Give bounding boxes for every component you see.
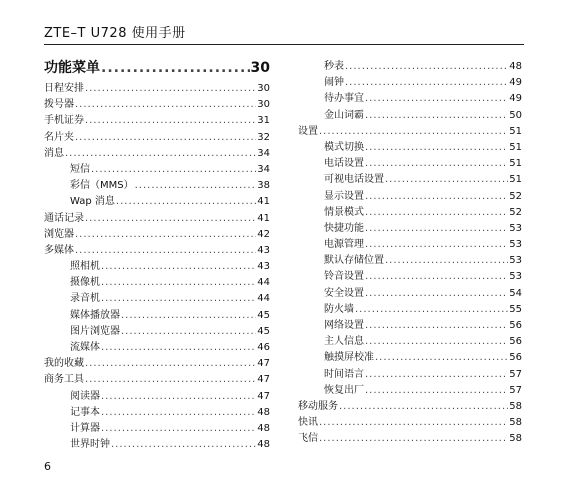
toc-entry-page: 52 — [509, 206, 522, 218]
dot-leader — [85, 358, 256, 369]
toc-entry-page: 44 — [257, 293, 270, 305]
dot-leader — [85, 83, 256, 94]
toc-entry[interactable] — [44, 225, 270, 241]
dot-leader — [365, 223, 508, 234]
toc-entry[interactable] — [298, 219, 522, 235]
toc-entry-title: 移动服务 — [298, 400, 338, 412]
toc-entry-title: 飞信 — [298, 433, 318, 445]
toc-entry[interactable] — [44, 128, 270, 144]
toc-entry-page: 43 — [257, 244, 270, 256]
dot-leader — [121, 310, 256, 321]
toc-entry-page: 47 — [257, 374, 270, 386]
toc-entry-title: 设置 — [298, 125, 318, 137]
header-rule — [44, 44, 524, 45]
toc-entry[interactable] — [44, 387, 270, 403]
toc-entry-page: 48 — [257, 422, 270, 434]
toc-entry-title: 安全设置 — [324, 287, 364, 299]
toc-entry-title: 录音机 — [70, 293, 100, 305]
toc-entry-title: 网络设置 — [324, 320, 364, 331]
toc-entry[interactable] — [298, 57, 522, 73]
toc-entry-page: 44 — [257, 277, 270, 289]
page-number: 6 — [44, 460, 51, 473]
toc-entry-title: 商务工具 — [44, 374, 84, 386]
toc-entry-page: 48 — [257, 439, 270, 451]
toc-entry-title: 日程安排 — [44, 83, 84, 94]
toc-entry-title: 摄像机 — [70, 277, 100, 289]
toc-entry-title: 消息 — [44, 147, 64, 159]
toc-entry-page: 34 — [257, 147, 270, 159]
toc-entry-title: 可视电话设置 — [324, 174, 384, 186]
toc-entry[interactable] — [44, 176, 270, 192]
toc-entry-page: 45 — [257, 325, 270, 337]
toc-entry-title: 我的收藏 — [44, 358, 84, 370]
toc-entry-page: 43 — [257, 261, 270, 273]
toc-entry[interactable] — [298, 429, 522, 445]
toc-entry[interactable] — [298, 203, 522, 219]
toc-entry-title: 秒表 — [324, 61, 344, 72]
toc-entry[interactable] — [298, 365, 522, 381]
toc-entry-page: 41 — [257, 212, 270, 224]
toc-entry-title: 拨号器 — [44, 99, 74, 111]
dot-leader — [319, 433, 508, 444]
dot-leader — [365, 142, 508, 153]
toc-entry[interactable] — [298, 154, 522, 170]
toc-entry-title: 多媒体 — [44, 244, 74, 256]
toc-entry[interactable] — [298, 138, 522, 154]
toc-entry-page: 38 — [257, 180, 270, 192]
toc-entry-title: 金山词霸 — [324, 109, 364, 121]
dot-leader — [319, 417, 508, 428]
toc-entry-title: 通话记录 — [44, 212, 84, 224]
toc-entry-page: 34 — [257, 163, 270, 175]
toc-entry[interactable] — [44, 306, 270, 322]
dot-leader — [365, 320, 508, 331]
toc-entry-page: 52 — [509, 190, 522, 202]
dot-leader — [101, 423, 256, 434]
dot-leader — [75, 245, 256, 256]
toc-entry-page: 51 — [509, 158, 522, 170]
toc-entry-page: 47 — [257, 358, 270, 370]
toc-entry-title: 情景模式 — [324, 206, 364, 218]
dot-leader — [345, 77, 508, 88]
toc-entry-page: 58 — [509, 400, 522, 412]
toc-entry[interactable] — [44, 338, 270, 354]
toc-left-column — [44, 57, 270, 451]
toc-entry[interactable] — [44, 419, 270, 435]
dot-leader — [85, 374, 256, 385]
dot-leader — [101, 261, 256, 272]
dot-leader — [365, 110, 508, 121]
toc-entry-title: 电源管理 — [324, 239, 364, 251]
toc-entry-page: 48 — [257, 406, 270, 418]
toc-entry[interactable] — [298, 267, 522, 283]
toc-entry[interactable] — [44, 160, 270, 176]
toc-entry-title: 阅读器 — [70, 390, 100, 402]
toc-entry-page: 50 — [509, 109, 522, 121]
toc-entry-title: 模式切换 — [324, 141, 364, 153]
toc-entry[interactable] — [44, 370, 270, 386]
toc-entry-title: 触摸屏校准 — [324, 352, 374, 364]
dot-leader — [365, 336, 508, 347]
dot-leader — [385, 255, 508, 266]
toc-entry[interactable] — [44, 209, 270, 225]
toc-entry[interactable] — [44, 289, 270, 305]
toc-entry-title: 浏览器 — [44, 228, 74, 240]
toc-entry[interactable] — [298, 284, 522, 300]
toc-entry[interactable] — [298, 235, 522, 251]
dot-leader — [85, 213, 256, 224]
dot-leader — [365, 369, 508, 380]
toc-entry-page: 30 — [250, 60, 270, 76]
toc-entry-page: 58 — [509, 417, 522, 429]
toc-entry-page: 56 — [509, 352, 522, 364]
toc-entry-title: Wap 消息 — [70, 196, 115, 208]
toc-entry[interactable] — [44, 241, 270, 257]
toc-entry-title: 流媒体 — [70, 342, 100, 353]
toc-entry-page: 53 — [509, 271, 522, 283]
running-header: ZTE–T U728 使用手册 — [44, 26, 186, 41]
toc-entry-title: 世界时钟 — [70, 439, 110, 451]
toc-entry[interactable] — [298, 300, 522, 316]
toc-entry-title: 闹钟 — [324, 77, 344, 89]
toc-entry-page: 41 — [257, 196, 270, 208]
toc-entry[interactable] — [298, 187, 522, 203]
toc-entry-page: 48 — [509, 61, 522, 72]
toc-entry-title: 时间语言 — [324, 368, 364, 380]
toc-entry[interactable] — [44, 403, 270, 419]
dot-leader — [355, 304, 508, 315]
toc-entry-page: 57 — [509, 384, 522, 396]
toc-entry-page: 57 — [509, 368, 522, 380]
toc-entry-page: 32 — [257, 131, 270, 143]
toc-entry[interactable] — [298, 122, 522, 138]
dot-leader — [75, 229, 256, 240]
toc-entry-page: 30 — [257, 99, 270, 111]
toc-entry[interactable] — [44, 322, 270, 338]
toc-entry-title: 恢复出厂 — [324, 384, 364, 396]
toc-entry-title: 待办事宜 — [324, 93, 364, 105]
dot-leader — [365, 271, 508, 282]
toc-entry-page: 56 — [509, 320, 522, 331]
dot-leader — [111, 439, 256, 450]
toc-entry[interactable] — [298, 89, 522, 105]
toc-entry[interactable] — [44, 79, 270, 95]
toc-entry[interactable] — [44, 273, 270, 289]
toc-entry[interactable] — [298, 316, 522, 332]
dot-leader — [339, 401, 508, 412]
toc-entry-title: 快捷功能 — [324, 222, 364, 234]
toc-right-column — [298, 57, 522, 446]
dot-leader — [375, 352, 508, 363]
toc-entry-title: 手机证券 — [44, 115, 84, 127]
toc-entry-title: 显示设置 — [324, 190, 364, 202]
dot-leader — [365, 288, 508, 299]
toc-entry-page: 42 — [257, 228, 270, 240]
dot-leader — [365, 207, 508, 218]
toc-entry-page: 55 — [509, 303, 522, 315]
toc-entry-title: 快讯 — [298, 417, 318, 429]
toc-entry-title: 图片浏览器 — [70, 325, 120, 337]
dot-leader — [319, 126, 508, 137]
toc-entry-title: 名片夹 — [44, 131, 74, 143]
toc-entry-page: 49 — [509, 77, 522, 89]
toc-entry-page: 56 — [509, 336, 522, 348]
dot-leader — [116, 196, 256, 207]
toc-entry-page: 51 — [509, 125, 522, 137]
toc-entry[interactable] — [44, 354, 270, 370]
toc-entry-page: 31 — [257, 115, 270, 127]
dot-leader — [85, 115, 256, 126]
dot-leader — [101, 293, 256, 304]
dot-leader — [385, 174, 508, 185]
toc-entry-page: 53 — [509, 239, 522, 251]
toc-entry-page: 30 — [257, 83, 270, 94]
toc-entry-page: 51 — [509, 141, 522, 153]
dot-leader — [365, 158, 508, 169]
toc-entry-title: 防火墙 — [324, 303, 354, 315]
toc-entry[interactable] — [298, 381, 522, 397]
toc-entry[interactable] — [298, 251, 522, 267]
toc-entry-title: 照相机 — [70, 261, 100, 273]
toc-entry-title: 主人信息 — [324, 336, 364, 348]
toc-entry-title: 铃音设置 — [324, 271, 364, 283]
dot-leader — [365, 191, 508, 202]
toc-entry-page: 58 — [509, 433, 522, 445]
dot-leader — [365, 385, 508, 396]
dot-leader — [101, 342, 256, 353]
toc-entry[interactable] — [44, 57, 270, 79]
toc-entry-title: 短信 — [70, 163, 90, 175]
dot-leader — [121, 326, 256, 337]
toc-entry[interactable] — [298, 73, 522, 89]
toc-entry[interactable] — [44, 144, 270, 160]
toc-entry[interactable] — [44, 95, 270, 111]
dot-leader — [101, 407, 256, 418]
dot-leader — [345, 61, 508, 72]
toc-entry[interactable] — [298, 348, 522, 364]
toc-entry-page: 53 — [509, 255, 522, 267]
toc-entry[interactable] — [44, 192, 270, 208]
toc-entry-page: 47 — [257, 390, 270, 402]
toc-entry[interactable] — [298, 397, 522, 413]
toc-entry-page: 53 — [509, 222, 522, 234]
toc-entry-page: 45 — [257, 309, 270, 321]
toc-entry[interactable] — [298, 170, 522, 186]
toc-entry[interactable] — [298, 413, 522, 429]
dot-leader — [91, 164, 256, 175]
dot-leader — [101, 60, 250, 76]
toc-entry-title: 计算器 — [70, 422, 100, 434]
toc-entry-page: 49 — [509, 93, 522, 105]
dot-leader — [101, 391, 256, 402]
toc-entry-page: 54 — [509, 287, 522, 299]
toc-entry[interactable] — [44, 257, 270, 273]
dot-leader — [65, 148, 256, 159]
toc-entry-title: 默认存储位置 — [324, 255, 384, 267]
dot-leader — [75, 132, 256, 143]
toc-entry-title: 功能菜单 — [44, 60, 100, 76]
toc-entry[interactable] — [44, 111, 270, 127]
toc-entry-page: 51 — [509, 174, 522, 186]
toc-entry-title: 记事本 — [70, 406, 100, 418]
dot-leader — [365, 239, 508, 250]
toc-entry[interactable] — [298, 332, 522, 348]
toc-entry[interactable] — [298, 106, 522, 122]
toc-entry-title: 彩信（MMS） — [70, 180, 134, 192]
dot-leader — [101, 277, 256, 288]
dot-leader — [135, 180, 257, 191]
dot-leader — [365, 93, 508, 104]
dot-leader — [75, 99, 256, 110]
toc-entry-title: 电话设置 — [324, 158, 364, 170]
toc-entry[interactable] — [44, 435, 270, 451]
toc-entry-title: 媒体播放器 — [70, 309, 120, 321]
toc-entry-page: 46 — [257, 342, 270, 353]
